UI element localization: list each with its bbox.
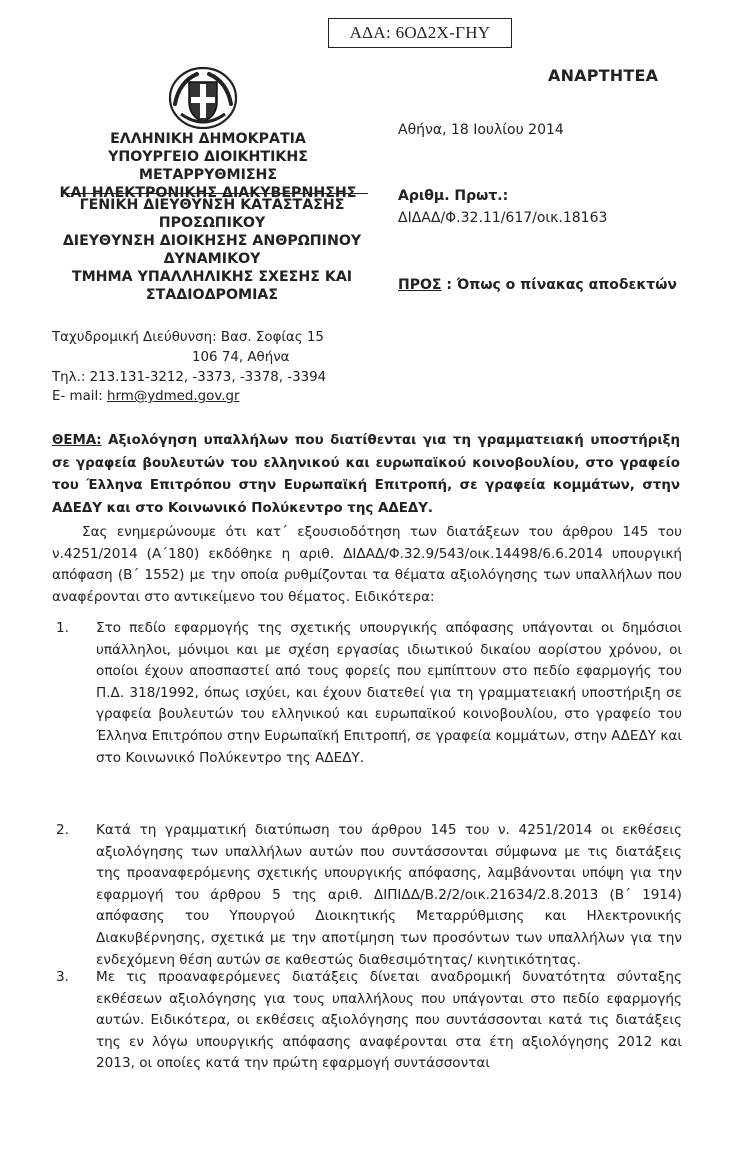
header-line: ΠΡΟΣΩΠΙΚΟΥ [158,215,266,231]
header-line: ΓΕΝΙΚΗ ΔΙΕΥΘΥΝΣΗ ΚΑΤΑΣΤΑΣΗΣ [79,197,345,213]
email-label: E- mail: [52,389,108,404]
subject-text: Αξιολόγηση υπαλλήλων που διατίθενται για τη γραμματειακή υποστήριξη σε γραφεία βουλευτών του ελληνικού και ευρωπαϊκού κοινοβουλίου, στο γραφείο του Έλληνα Επιτρόπου στην Ευρωπαϊκή Επιτροπή, σε γραφεία κομμάτων, στην ΑΔΕΔΥ και στο Κοινωνικό Πολύκεντρο της ΑΔΕΔΥ. [52,433,680,516]
recipients [398,277,677,293]
list-item [52,967,682,1075]
phone-numbers: Τηλ.: 213.131-3212, -3373, -3378, -3394 [52,370,327,385]
list-item-text: Στο πεδίο εφαρμογής της σχετικής υπουργικής απόφασης υπάγονται οι δημόσιοι υπάλληλοι, μόνιμοι και με σχέση εργασίας ιδιωτικού δικαίου αορίστου χρόνου, οι οποίοι έχουν αποσπαστεί από τους φορείς που εμπίπτουν στο πεδίο εφαρμογής του Π.Δ. 318/1992, όπως ισχύει, και έχουν διατεθεί για τη γραμματειακή υποστήριξη σε γραφεία βουλευτών του ελληνικού και ευρωπαϊκού κοινοβουλίου, στο γραφείο του Έλληνα Επιτρόπου στην Ευρωπαϊκή Επιτροπή, σε γραφεία κομμάτων, στην ΑΔΕΔΥ και στο Κοινωνικό Πολύκεντρο της ΑΔΕΔΥ. [96,620,682,766]
header-line: ΔΥΝΑΜΙΚΟΥ [163,251,261,267]
list-item-number: 1. [56,620,69,636]
intro-paragraph: Σας ενημερώνουμε ότι κατ΄ εξουσιοδότηση των διατάξεων του άρθρου 145 του ν.4251/2014 (Α΄180) εκδόθηκε η αριθ. ΔΙΔΑΔ/Φ.32.9/543/οικ.14498/6.6.2014 υπουργική απόφαση (Β΄ 1552) με την οποία ρυθμίζονται τα θέματα αξιολόγησης των υπαλλήλων που αναφέρονται στο αντικείμενο του θέματος. Ειδικότερα: [52,524,682,605]
header-line: ΣΤΑΔΙΟΔΡΟΜΙΑΣ [145,287,279,303]
protocol-label: Αριθμ. Πρωτ.: [398,188,509,204]
list-item [52,820,682,971]
header-line: ΤΜΗΜΑ ΥΠΑΛΛΗΛΙΚΗΣ ΣΧΕΣΗΣ ΚΑΙ [71,269,353,285]
list-item-number: 2. [56,822,69,838]
header-line: ΚΑΙ ΗΛΕΚΤΡΟΝΙΚΗΣ ΔΙΑΚΥΒΕΡΝΗΣΗΣ [59,185,357,201]
header-divider [62,193,368,194]
list-item [52,618,682,769]
postal-city: 106 74, Αθήνα [192,350,290,365]
posting-note: ΑΝΑΡΤΗΤΕΑ [548,66,659,85]
email-link[interactable]: hrm@ydmed.gov.gr [107,389,240,404]
subject [52,430,680,520]
issuer-header [48,130,368,202]
header-line: ΔΙΕΥΘΥΝΣΗ ΔΙΟΙΚΗΣΗΣ ΑΝΘΡΩΠΙΝΟΥ [62,233,362,249]
postal-address: Ταχυδρομική Διεύθυνση: Βασ. Σοφίας 15 [52,330,324,345]
list-item-number: 3. [56,969,69,985]
recipients-text: : Όπως ο πίνακας αποδεκτών [441,277,677,293]
place-date: Αθήνα, 18 Ιουλίου 2014 [398,122,564,138]
list-item-text: Κατά τη γραμματική διατύπωση του άρθρου 145 του ν. 4251/2014 οι εκθέσεις αξιολόγησης των υπαλλήλων αυτών που συντάσσονται σύμφωνα με τις διατάξεις της προαναφερόμενης σχετικής υπουργικής απόφασης, λαμβάνονται υπόψη για την εφαρμογή του άρθρου 5 της αριθ. ΔΙΠΙΔΔ/Β.2/2/οικ.21634/2.8.2013 (Β΄ 1914) απόφασης του Υπουργού Διοικητικής Μεταρρύθμισης και Ηλεκτρονικής Διακυβέρνησης, σχετικά με την αποτίμηση των προσόντων των υπαλλήλων για την ενδεχόμενη θέση αυτών σε καθεστώς διαθεσιμότητας/ κινητικότητας. [96,822,682,968]
header-line: ΕΛΛΗΝΙΚΗ ΔΗΜΟΚΡΑΤΙΑ [110,131,306,147]
list-item-text: Με τις προαναφερόμενες διατάξεις δίνεται αναδρομική δυνατότητα σύνταξης εκθέσεων αξιολόγησης για τους υπαλλήλους που υπάγονται στο πεδίο εφαρμογής αυτών. Ειδικότερα, οι εκθέσεις αξιολόγησης που συντάσσονται κατά τις διατάξεις της εν λόγω υπουργικής απόφασης αναφέρονται στα έτη αξιολόγησης 2012 και 2013, οι οποίες κατά την πρώτη εφαρμογή συντάσσονται [96,969,682,1072]
department-header [62,196,362,304]
greek-coat-of-arms-icon [167,64,239,130]
ada-code-box: ΑΔΑ: 6ΟΔ2Χ-ΓΗΥ [328,18,512,48]
protocol-number: ΔΙΔΑΔ/Φ.32.11/617/οικ.18163 [398,210,608,226]
email-line [52,388,240,406]
header-line: ΥΠΟΥΡΓΕΙΟ ΔΙΟΙΚΗΤΙΚΗΣ ΜΕΤΑΡΡΥΘΜΙΣΗΣ [108,149,308,183]
subject-label: ΘΕΜΑ: [52,433,102,448]
recipients-label: ΠΡΟΣ [398,277,442,293]
